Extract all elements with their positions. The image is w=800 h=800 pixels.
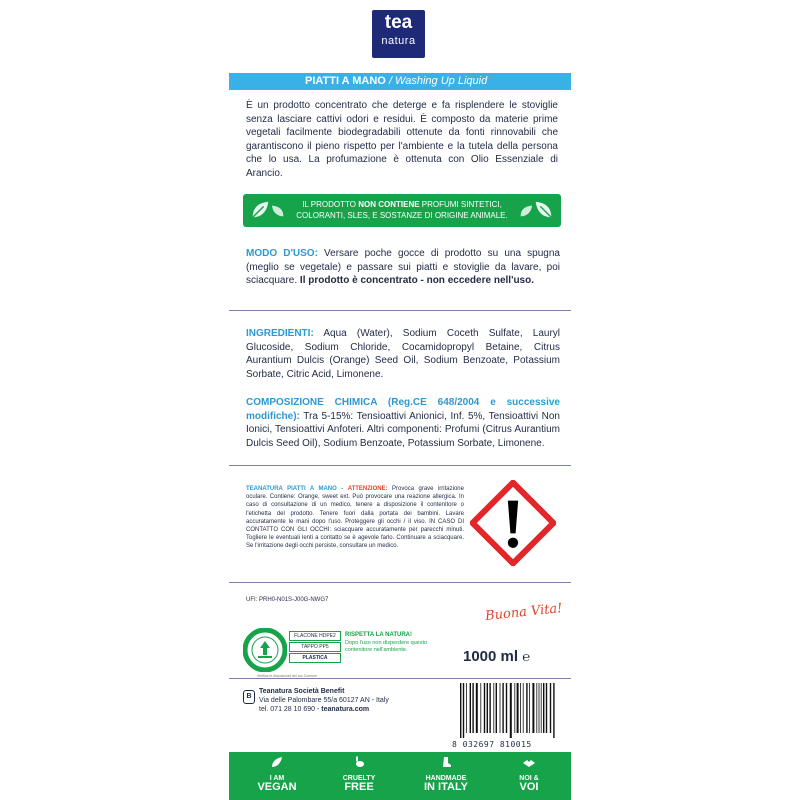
- badges-footer: [229, 752, 571, 800]
- barcode-bar: [553, 683, 554, 738]
- barcode-bar: [541, 683, 542, 733]
- boot-icon: [439, 756, 453, 768]
- leaf-icon: [270, 203, 286, 219]
- barcode-bar: [500, 683, 501, 733]
- barcode-bar: [546, 683, 547, 733]
- ghs-exclamation-hazard-icon: [470, 480, 556, 566]
- ingredients-section: INGREDIENTI: Aqua (Water), Sodium Coceth Sulfate, Lauryl Glucoside, Sodium Chloride, Cocamidopropyl Betaine, Citrus Aurantium Dulcis (Orange) Seed Oil, Sodium Benzoate, Potassium Sorbate, Citric Acid, Limonene.: [246, 328, 560, 380]
- product-subtitle: / Washing Up Liquid: [388, 75, 488, 87]
- handmade-italy-badge: HANDMADE IN ITALY: [407, 756, 485, 793]
- barcode-bar: [523, 683, 524, 733]
- leaf-icon: [533, 199, 555, 221]
- warning-text: TEANATURA PIATTI A MANO - ATTENZIONE: Provoca grave irritazione oculare. Contiene: Orange, sweet ext. Può provocare una reazione allergica. In caso di consultazione di un medico, tenere a disposizione il contenitore o l'etichetta del prodotto. Tenere fuori dalla portata dei bambini. Lavare accuratamente le mani dopo l'uso. Proteggere gli occhi / il viso. IN CASO DI CONTATTO CON GLI OCCHI: sciacquare accuratamente per parecchi minuti. Togliere le eventuali lenti a contatto se è agevole farlo. Continuare a sciacquare. Se l'irritazione degli occhi persiste, consultare un medico.: [246, 486, 464, 550]
- barcode-bar: [476, 683, 478, 733]
- leaf-icon: [518, 203, 534, 219]
- estimated-sign: ℮: [522, 649, 531, 664]
- barcode: [452, 683, 562, 749]
- divider: [229, 582, 571, 583]
- divider: [229, 678, 571, 679]
- barcode-bar: [480, 683, 481, 733]
- barcode-bar: [532, 683, 534, 733]
- leaf-icon: [249, 199, 271, 221]
- recycle-note: Verifica le disposizioni del tuo Comune: [257, 674, 317, 678]
- packaging-materials: [289, 631, 341, 664]
- logo-line1: tea: [384, 12, 413, 33]
- barcode-bar: [493, 683, 494, 733]
- company-info: [259, 687, 419, 714]
- ingredients-label: INGREDIENTI:: [246, 328, 314, 339]
- composition-section: COMPOSIZIONE CHIMICA (Reg.CE 648/2004 e successive modifiche): Tra 5-15%: Tensioattivi Anionici, Inf. 5%, Tensioattivi Non Ionici, Tensioattivi Anfoteri. Altri componenti: Profumi (Citrus Aurantium Dulcis Seed Oil), Sodium Benzoate, Potassium Sorbate, Limonene.: [246, 397, 560, 449]
- barcode-bar: [472, 683, 473, 733]
- barcode-bar: [506, 683, 507, 733]
- packaging-item: PLASTICA: [289, 653, 341, 663]
- leaf-icon: [270, 756, 284, 768]
- usage-section: MODO D'USO: Versare poche gocce di prodotto su una spugna (meglio se vegetale) e passare sui piatti e stoviglie da lavare, poi sciacquare. Il prodotto è concentrato - non eccedere nell'uso.: [246, 248, 560, 286]
- composition-label: COMPOSIZIONE CHIMICA (Reg.CE 648/2004 e successive modifiche):: [246, 397, 560, 422]
- barcode-bar: [496, 683, 497, 733]
- barcode-bar: [470, 683, 471, 733]
- product-title: PIATTI A MANO / Washing Up Liquid: [305, 75, 488, 87]
- product-description: È un prodotto concentrato che deterge e fa risplendere le stoviglie senza lasciare cattivi odori e residui. È composto da materie prime vegetali facilmente biodegradabili ottenute da fonti rinnovabili che garantiscono il pieno rispetto per l'ambiente e la tutela della persona che lo usa. La profumazione è ottenuta con Olio Essenziale di Arancio.: [246, 100, 558, 179]
- divider: [229, 465, 571, 466]
- barcode-bar: [514, 683, 515, 733]
- rabbit-icon: [352, 756, 366, 768]
- barcode-bar: [463, 683, 464, 738]
- cruelty-free-badge: CRUELTY FREE: [329, 756, 389, 793]
- barcode-bar: [487, 683, 488, 733]
- barcode-bar: [510, 683, 512, 738]
- buona-vita-slogan: Buona Vita!: [484, 600, 564, 625]
- barcode-bar: [460, 683, 461, 738]
- barcode-bar: [539, 683, 540, 733]
- ufi-code: UFI: PRH0-N01S-J00G-NWG7: [246, 597, 329, 603]
- free-from-box: [243, 194, 561, 227]
- barcode-bar: [489, 683, 490, 733]
- company-contact: tel. 071 28 10 690 - teanatura.com: [259, 706, 370, 713]
- disposal-note: RISPETTA LA NATURA! Dopo l'uso non disperdere questo contenitore nell'ambiente.: [345, 632, 455, 655]
- barcode-bars: [458, 683, 558, 738]
- barcode-bar: [529, 683, 530, 733]
- barcode-number: 8 032697 810015: [452, 740, 532, 749]
- vegan-badge: I AM VEGAN: [247, 756, 307, 793]
- barcode-bar: [543, 683, 544, 733]
- barcode-bar: [526, 683, 527, 733]
- barcode-bar: [536, 683, 537, 733]
- packaging-item: TAPPO PP5: [289, 642, 341, 652]
- teanatura-logo: [372, 10, 425, 58]
- usage-label: MODO D'USO:: [246, 248, 318, 259]
- product-label: [229, 0, 571, 800]
- product-title-banner: [229, 73, 571, 90]
- barcode-bar: [484, 683, 485, 733]
- barcode-bar: [466, 683, 467, 733]
- benefit-corp-icon: B: [243, 690, 255, 704]
- barcode-bar: [502, 683, 503, 733]
- recycle-icon: [243, 628, 287, 672]
- company-name: Teanatura Società Benefit: [259, 688, 345, 695]
- divider: [229, 310, 571, 311]
- hands-icon: [522, 756, 536, 768]
- logo-line2: natura: [381, 35, 416, 47]
- usage-bold-note: Il prodotto è concentrato - non eccedere nell'uso.: [299, 275, 534, 286]
- barcode-bar: [550, 683, 551, 733]
- barcode-bar: [520, 683, 521, 733]
- free-from-text: IL PRODOTTO NON CONTIENE PROFUMI SINTETICI, COLORANTI, SLES, E SOSTANZE DI ORIGINE ANIMALE.: [296, 200, 508, 220]
- disposal-title: RISPETTA LA NATURA!: [345, 632, 412, 638]
- noi-voi-badge: NOI & VOI: [501, 756, 557, 793]
- net-volume: 1000 ml ℮: [463, 648, 531, 665]
- warning-product: TEANATURA PIATTI A MANO: [246, 486, 337, 492]
- packaging-item: FLACONE HDPE2: [289, 631, 341, 641]
- warning-label: ATTENZIONE:: [347, 486, 388, 492]
- company-address: Via delle Palombare 55/a 60127 AN - Italy: [259, 697, 389, 704]
- barcode-bar: [517, 683, 519, 733]
